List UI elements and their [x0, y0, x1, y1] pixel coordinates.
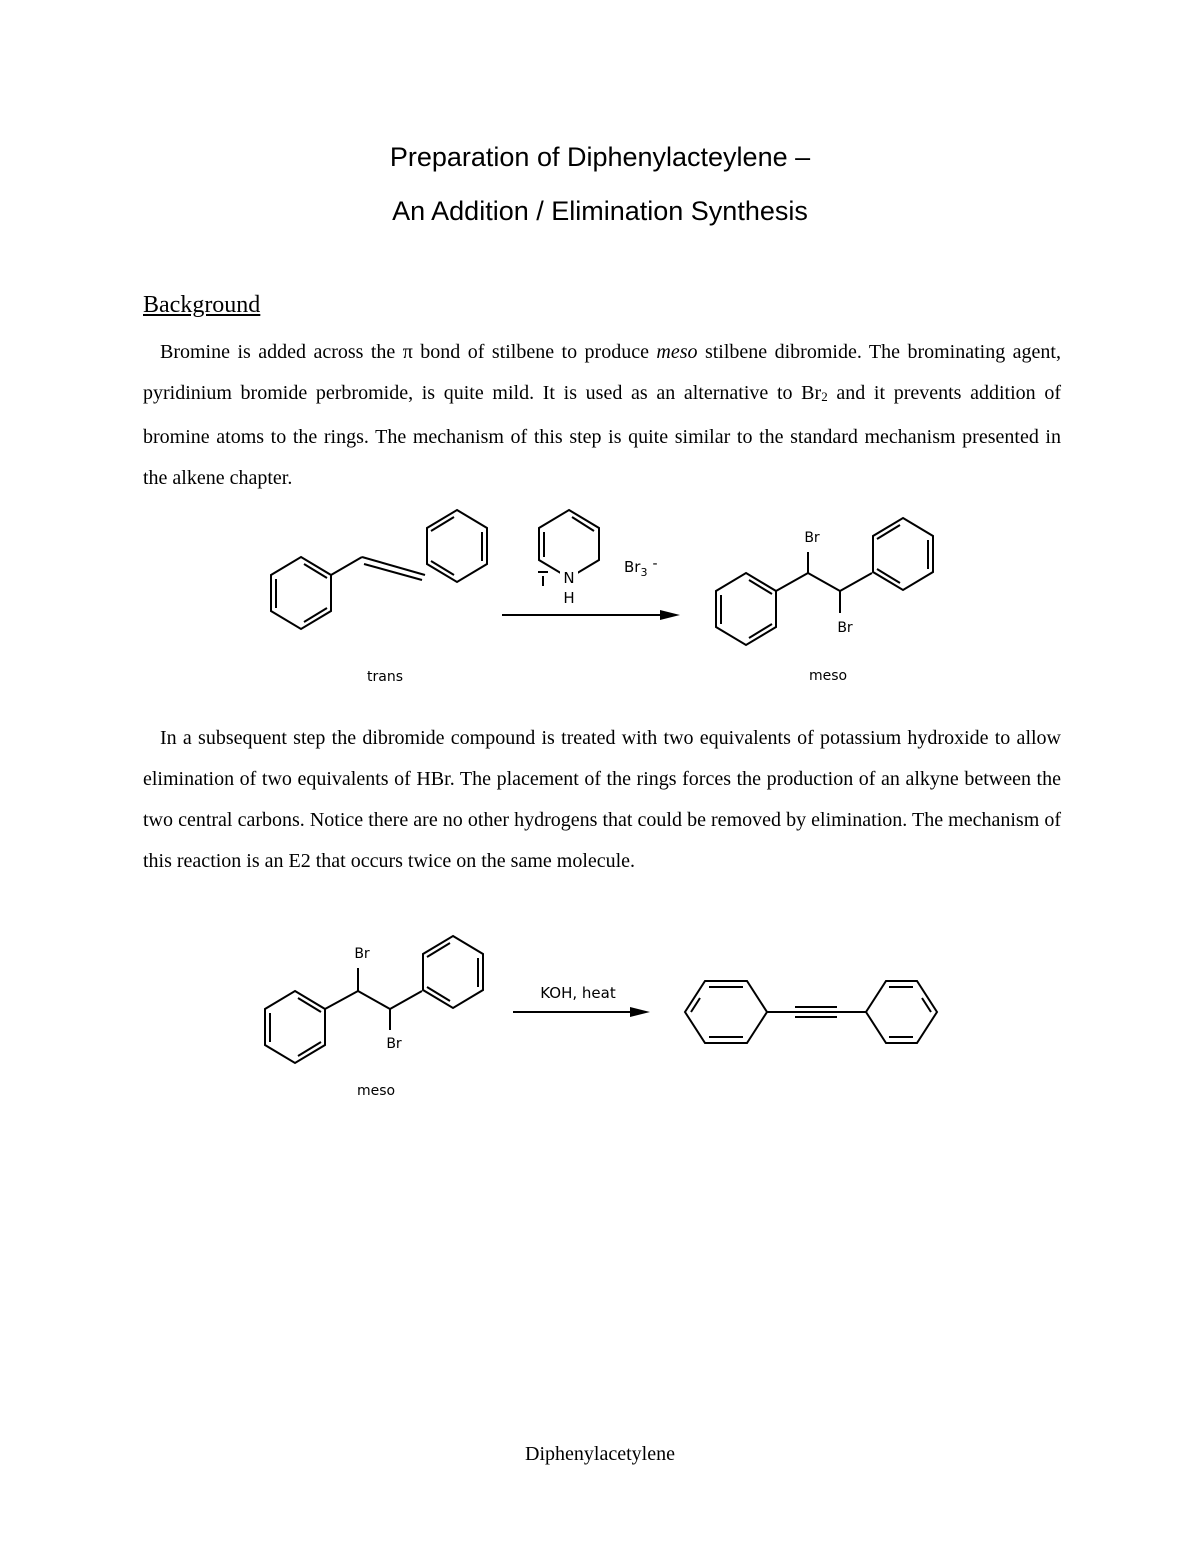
meso-dibromide-reactant-structure [265, 936, 483, 1063]
document-title-line2: An Addition / Elimination Synthesis [392, 196, 808, 226]
paragraph1-text-a: Bromine is added across the π bond of stilbene to produce [160, 341, 657, 363]
reaction-conditions-label: KOH, heat [540, 984, 616, 1002]
reactant-bromine-bottom-label: Br [386, 1036, 402, 1052]
paragraph1-text-c: and it prevents addition of bromine atoms to the rings. The mechanism of this step is quite similar to the standard mechanism presented in the alkene chapter. [143, 382, 1062, 489]
trans-label: trans [367, 669, 403, 685]
meso-dibromide-structure [716, 518, 933, 645]
section-heading-background: Background [143, 292, 261, 318]
trans-stilbene-structure [271, 510, 487, 629]
meso-label: meso [808, 668, 848, 684]
paragraph-elimination [143, 718, 1061, 882]
reaction-arrowhead-2 [630, 1007, 650, 1017]
paragraph1-emphasis-meso: meso [656, 341, 698, 363]
paragraph-bromination [143, 332, 1061, 499]
product-bromine-top-label: Br [804, 530, 820, 546]
diphenylacetylene-structure [685, 981, 937, 1043]
paragraph2-text: In a subsequent step the dibromide compound is treated with two equivalents of potassium hydroxide to allow elimination of two equivalents of HBr. The placement of the rings forces the production of an alkyne between the two central carbons. Notice there are no other hydrogens that could be removed by elimination. The mechanism of this reaction is an E2 that occurs twice on the same molecule. [143, 727, 1061, 872]
pyridinium-hydrogen-label: H [563, 589, 575, 607]
paragraph1-text-b: stilbene dibromide. The brominating agent, pyridinium bromide perbromide, is quite mild. It is used as an alternative to Br [143, 341, 1061, 404]
pyridinium-nitrogen-label: N [563, 569, 575, 587]
document-title-line1: Preparation of Diphenylacteylene – [389, 142, 811, 172]
reactant-bromine-top-label: Br [354, 946, 370, 962]
paragraph1-subscript: 2 [821, 389, 828, 404]
meso-reactant-label: meso [356, 1083, 396, 1099]
reaction-scheme-elimination [0, 930, 1200, 1110]
product-bromine-bottom-label: Br [837, 620, 853, 636]
page-footer: Diphenylacetylene [525, 1443, 675, 1465]
reaction-arrowhead-1 [660, 610, 680, 620]
reaction-scheme-bromination [0, 500, 1200, 700]
tribromide-label: $Br_3-$ [624, 556, 658, 579]
